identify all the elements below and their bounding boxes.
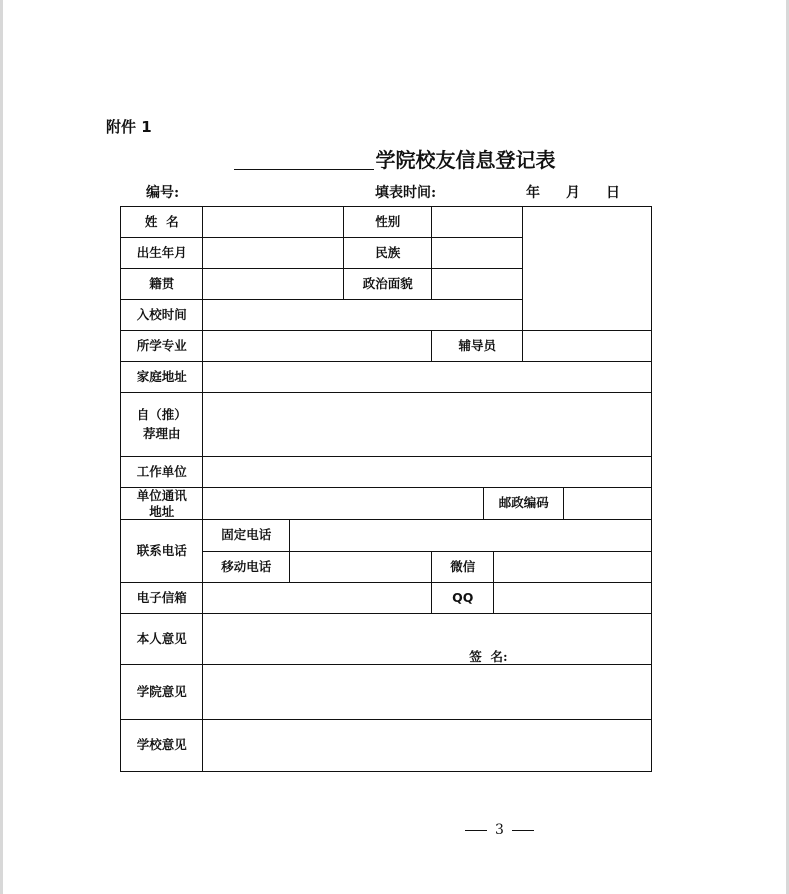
political-status-field[interactable] [431,268,523,300]
wechat-label: 微信 [431,551,494,583]
birth-date-field[interactable] [202,237,344,269]
page-edge-left [0,0,3,894]
postal-code-field[interactable] [563,487,652,520]
gender-label: 性别 [343,206,432,238]
ethnicity-field[interactable] [431,237,523,269]
native-place-label: 籍贯 [120,268,203,300]
qq-field[interactable] [493,582,652,614]
month-label: 月 [566,185,582,201]
school-opinion-field[interactable] [202,719,652,772]
personal-opinion-label: 本人意见 [120,613,203,665]
photo-box[interactable] [522,206,652,331]
major-label: 所学专业 [120,330,203,362]
form-title [0,144,789,173]
email-field[interactable] [202,582,432,614]
year-label: 年 [526,185,542,201]
major-field[interactable] [202,330,432,362]
name-field[interactable] [202,206,344,238]
college-opinion-label: 学院意见 [120,664,203,720]
registration-form-table [121,207,652,773]
gender-field[interactable] [431,206,523,238]
page-number-dash-left [465,830,487,831]
home-address-label: 家庭地址 [120,361,203,393]
page-number [0,822,789,838]
personal-opinion-field[interactable] [202,613,652,665]
unit-address-label: 单位通讯 地址 [120,487,203,520]
landline-label: 固定电话 [202,519,290,552]
birth-date-label: 出生年月 [120,237,203,269]
unit-address-field[interactable] [202,487,484,520]
landline-field[interactable] [289,519,652,552]
recommendation-reason-field[interactable] [202,392,652,457]
mobile-label: 移动电话 [202,551,290,583]
recommendation-reason-label: 自（推） 荐理由 [120,392,203,457]
title-blank-line[interactable] [234,149,374,170]
home-address-field[interactable] [202,361,652,393]
page-number-value: 3 [495,822,504,838]
mobile-field[interactable] [289,551,432,583]
fill-date-label: 填表时间: [375,185,437,201]
wechat-field[interactable] [493,551,652,583]
contact-phone-label: 联系电话 [120,519,203,583]
work-unit-field[interactable] [202,456,652,488]
political-status-label: 政治面貌 [343,268,432,300]
school-opinion-label: 学校意见 [120,719,203,772]
date-fields [526,182,622,202]
ethnicity-label: 民族 [343,237,432,269]
native-place-field[interactable] [202,268,344,300]
work-unit-label: 工作单位 [120,456,203,488]
enrollment-time-label: 入校时间 [120,299,203,331]
email-label: 电子信箱 [120,582,203,614]
signature-label: 签 名: [469,649,508,665]
enrollment-time-field[interactable] [202,299,523,331]
day-label: 日 [606,185,622,201]
name-label: 姓 名 [120,206,203,238]
counselor-label: 辅导员 [431,330,523,362]
counselor-field[interactable] [522,330,652,362]
qq-label: QQ [431,582,494,614]
page-number-dash-right [512,830,534,831]
number-label: 编号: [146,185,180,201]
attachment-label: 附件 1 [106,118,152,136]
form-title-text: 学院校友信息登记表 [375,148,556,172]
postal-code-label: 邮政编码 [483,487,564,520]
college-opinion-field[interactable] [202,664,652,720]
